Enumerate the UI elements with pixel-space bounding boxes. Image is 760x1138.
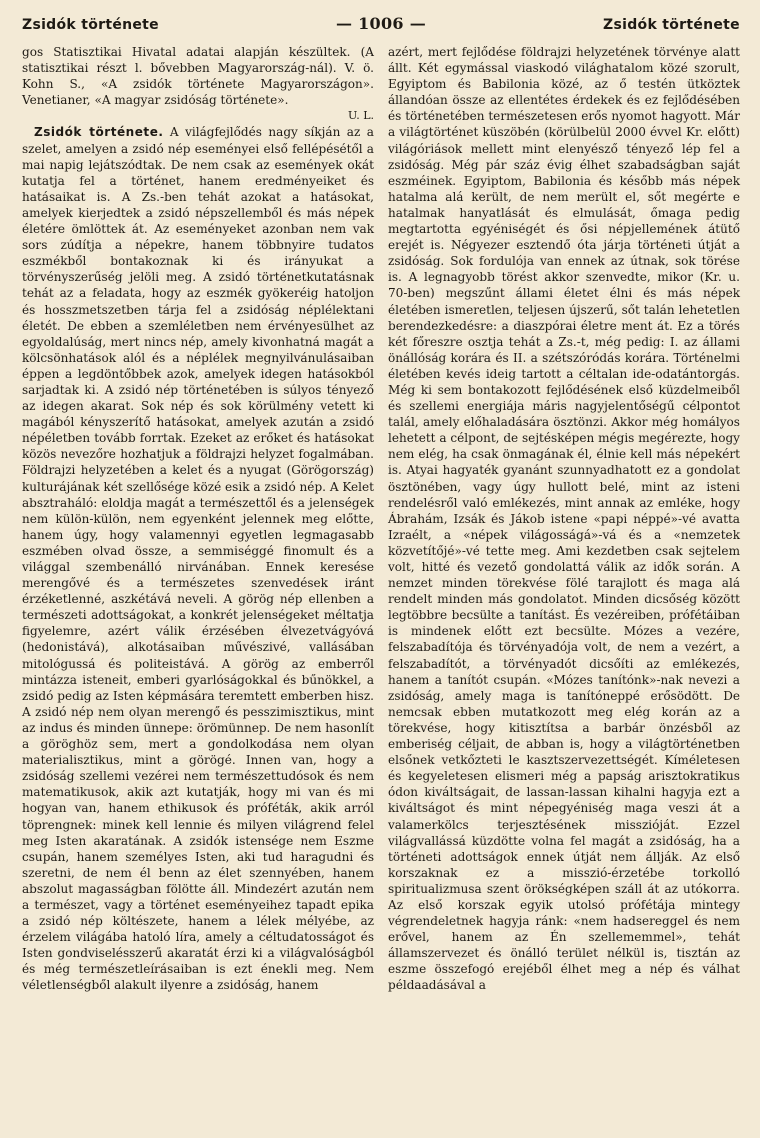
- right-col-text: azért, mert fejlődése földrajzi helyzetének törvénye alatt állt. Két egymással viaskodó világhatalom közé szorult, Egyiptom és Babilonia közé, az ő testén ütköztek állandóan össze az ellentétes érdekek és ez fejlődésében és történetében természetesen erős nyomot hagyott. Már a világtörténet küszöbén (körülbelül 2000 évvel Kr. előtt) világóriások mellett mint elenyésző tényező lép fel a zsidóság. Még pár száz évig élhet szabadságban saját eszméinek. Egyiptom, Babilonia és később más népek hatalma alá került, de nem merült el, sőt megérte e hatalmak hanyatlását és elmulását, őmaga pedig megtartotta egyéniségét és ősi népjellemének átütő erejét is. Négyezer esztendő óta járja történeti útját a zsidóság. Sok fordulója van ennek az útnak, sok törése is. A legnagyobb törést akkor szenvedte, mikor (Kr. u. 70-ben) megszűnt állami életet élni és más népek életében ismeretlen, teljesen újszerű, sőt talán lehetetlen berendezkedésre: a diaszpórai életre ment át. Ez a törés két főreszre osztja tehát a Zs.-t, még pedig: I. az állami önállóság korára és II. a szétszóródás korára. Történelmi életében kevés ideig tartott a céltalan ide-odatántorgás. Még ki sem bontakozott fejlődésének első küzdelmeiből és szellemi energiája máris nagyjelentőségű célpontot talál, amely előhaladására ösztönzi. Akkor még homályos lehetett a célpont, de sejtésképen mégis megérezte, hogy nem elég, ha csak önmagának él, élnie kell más népekért is. Atyai hagyaték gyanánt szunnyadhatott ez a gondolat ösztönében, vagy úgy hullott belé, mint az isteni rendelésről való emlékezés, mint annak az emléke, hogy Ábrahám, Izsák és Jákob istene «papi néppé»-vé avatta Izraélt, a «népek világosságá»-vá és a «nemzetek közvetítőjé»-vé tette meg. Ami kezdetben csak sejtelem volt, hitté és vezető gondolattá válik az idők során. A nemzet minden törekvése fölé tarajlott és maga alá rendelt minden más gondolatot. Minden dicsőség között legtöbbre becsülte a tanítást. És vezéreiben, prófétáiban is mindenek előtt ezt becsülte. Mózes a vezére, felszabadítója és törvényadója volt, de nem a vezért, a felszabadítót, a törvényadót dicsőíti az emlékezés, hanem a tanítót csupán. «Mózes tanítónk»-nak nevezi a zsidóság, amely maga is tanítóneppé erősödött. De nemcsak ebben mutatkozott meg elég korán az a törekvése, hogy kitisztítsa a barbár önzésből az emberiség céljait, de abban is, hogy a világtörténetben elsőnek vetkőzteti le kasztszervezettségét. Kíméletesen és kegyeletesen elismeri még a papság arisztokratikus ódon kiváltságait, de lassan-lassan kihalni hagyja ezt a kiváltságot és mint népegyéniség maga veszi át a valamerkölcs terjesztésének misszióját. Ezzel világvallássá küzdötte volna fel magát a zsidóság, ha a történeti adottságok ennek útját nem állják. Az első korszaknak ez a misszió-érzetébe torkolló spiritualizmusa szent örökségképen száll át az utókorra. Az első korszak egyik utolsó prófétája mintegy végrendeletnek hagyja ránk: «nem hadsereggel és nem erővel, hanem az Én szellememmel», tehát államszervezet és önálló terület nélkül is, tisztán az eszme összefogó erejéből élhet meg a nép és válhat példaadásával a: [388, 45, 740, 993]
- left-column: [22, 44, 374, 994]
- page-number: — 1006 —: [335, 14, 427, 33]
- two-column-body: [22, 44, 740, 994]
- entry-text: A világfejlődés nagy síkján az a szelet, amelyen a zsidó nép eseményei első fellépésétől a mai napig lejátszódtak. De nem csak az események okát kutatja fel a történet, hanem eredményeiket és hatásaikat is. A Zs.-ben tehát azokat a hatásokat, amelyek kierjedtek a zsidó népszellemből és más népek életére ömlöttek át. Az eseményeket azonban nem vak sors zúdítja a népekre, hanem többnyire tudatos eszmékből bontakoznak ki és irányukat a törvényszerűség jelöli meg. A zsidó történetkutatásnak tehát az a feladata, hogy az eszmék gyökeréig hatoljon és hosszmetszetben tárja fel a zsidóság néplélektani életét. De ebben a szemléletben nem érvényesülhet az egyoldalúság, mert nincs nép, amely kivonhatná magát a kölcsönhatások alól és a néplélek megnyilvánulásaiban éppen a legdöntőbbek azok, amelyek idegen hatásokból sarjadtak ki. A zsidó nép történetében is súlyos tényező az idegen akarat. Sok nép és sok körülmény vetett ki magából kényszerítő hatásokat, amelyek azután a zsidó népéletben tovább forrtak. Ezeket az erőket és hatásokat közös nevezőre hozhatjuk a földrajzi helyzet fogalmában. Földrajzi helyzetében a kelet és a nyugat (Görögország) kulturájának két szellősége közé esik a zsidó nép. A Kelet absztraháló: eloldja magát a természettől és a jelenségek nem külön-külön, nem egyenként jelennek meg előtte, hanem úgy, hogy valamennyi egyetlen legmagasabb eszmében olvad össze, a semmiséggé finomult és a világgal szembenálló nirvánában. Ennek keresése merengővé és a természetes szenvedések iránt érzéketlenné, aszkétává neveli. A görög nép ellenben a természeti adottságokat, a konkrét jelenségeket méltatja figyelemre, azért válik érzésében élvezetvágyóvá (hedonistává), alkotásaiban művészivé, vallásában mitológussá és politeistává. A görög az emberről mintázza isteneit, emberi gyarlóságokkal és bűnökkel, a zsidó pedig az Isten képmására teremtett emberben hisz. A zsidó nép nem olyan merengő és pesszimisztikus, mint az indus és minden ünnepe: örömünnep. De nem hasonlít a göröghöz sem, mert a gondolkodása nem olyan materialisztikus, mint a görögé. Innen van, hogy a zsidóság szellemi vezérei nem természettudósok és nem matematikusok, akik azt kutatják, hogy mi van és mi hogyan van, hanem ethikusok és próféták, akik arról töprengnek: minek kell lennie és milyen világrend felel meg Isten akaratának. A zsidók istensége nem Eszme csupán, hanem személyes Isten, aki tud haragudni és szeretni, de nem él benn az élet szennyében, hanem abszolut magasságban fölötte áll. Mindezért azután nem a természet, vagy a történet eseményeihez tapadt epika a zsidó nép költészete, hanem a lélek mélyébe, az érzelem világába hatoló líra, amely a céltudatosságot és Isten gondviselésszerű akaratát érzi ki a világvalóságból és még természetleírásaiban is ezt énekli meg. Nem véletlenségből alakult ilyenre a zsidóság, hanem: [22, 125, 374, 993]
- running-header: [22, 14, 740, 38]
- right-column: [388, 44, 740, 994]
- header-right-title: Zsidók története: [603, 17, 740, 33]
- author-signature: U. L.: [347, 109, 374, 123]
- header-left-title: Zsidók története: [22, 17, 159, 33]
- left-col-continuation: gos Statisztikai Hivatal adatai alapján készültek. (A statisztikai részt l. bővebben Magyarország-nál). V. ö. Kohn S., «A zsidók története Magyarországon». Venetianer, «A magyar zsidóság története».: [22, 45, 374, 108]
- entry-paragraph: [22, 124, 374, 993]
- entry-headword: Zsidók története.: [34, 125, 164, 140]
